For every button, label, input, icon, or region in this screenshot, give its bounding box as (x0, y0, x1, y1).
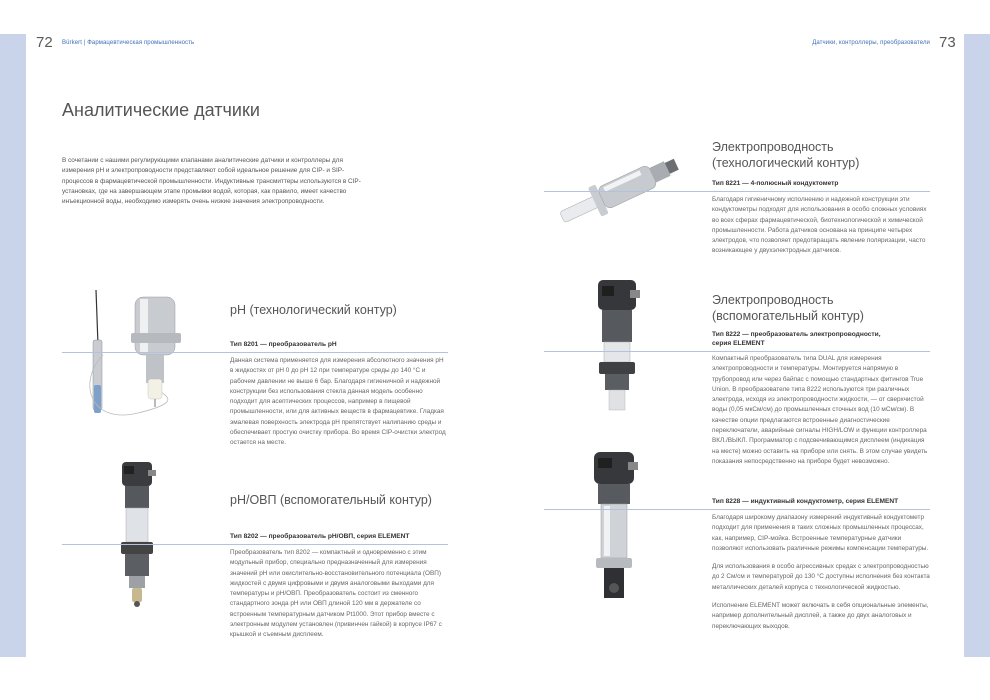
body-text-ph-orp: Преобразователь тип 8202 — компактный и одновременно с этим модульный прибор, специально предназначенный для измерения значений pH или окислительно-восстановительного потенциала (ОВП) жидкостей с двумя цифровыми и двумя аналоговыми выходами для температуры и pH/ОВП. Преобразователь состоит из сменного стандартного зонда pH или ОВП длиной 120 мм в держателе со встроенным температурным датчиком Pt1000. Этот прибор вместе с электронным модулем установлен (привинчен гайкой) в корпусе IP67 с крышкой и съемным дисплеем. (230, 549, 442, 639)
body-paragraph-1: Благодаря широкому диапазону измерений индуктивный кондуктометр подходит для применения в таких сложных промышленных процессах, как, например, CIP-мойка. Встроенные температурные датчики позволяют использовать различные режимы компенсации температуры. (712, 514, 929, 552)
title-line-1: Электропроводность (712, 140, 834, 154)
ph-8201-sensor-image (68, 285, 198, 425)
subtitle-line-2: серия ELEMENT (712, 340, 765, 347)
divider-rule (544, 509, 930, 510)
section-title-ph: pH (технологический контур) (230, 303, 397, 317)
title-line-1: Электропроводность (712, 293, 834, 307)
page-title: Аналитические датчики (62, 100, 260, 120)
ph-orp-8202-sensor-image (112, 460, 162, 610)
right-margin-band (964, 34, 990, 657)
divider-rule (62, 544, 448, 545)
conductivity-8221-sensor-image (556, 140, 686, 235)
section-title-ph-orp: pH/ОВП (вспомогательный контур) (230, 493, 432, 507)
title-line-2: (вспомогательный контур) (712, 309, 864, 323)
body-paragraph-3: Исполнение ELEMENT может включать в себя опциональные элементы, например дополнительный дисплей, а также до двух аналоговых и переключающих выходов. (712, 602, 929, 630)
section-title-conductivity-aux (712, 292, 864, 324)
section-title-conductivity-process (712, 139, 859, 171)
subtitle-type-8221: Тип 8221 — 4-полюсный кондуктометр (712, 180, 839, 187)
left-margin-band (0, 34, 26, 657)
left-running-title: Bürkert | Фармацевтическая промышленность (62, 40, 195, 46)
body-text-inductive (712, 513, 930, 640)
subtitle-line-1: Тип 8222 — преобразователь электропроводности, (712, 331, 881, 338)
subtitle-type-8222 (712, 330, 881, 348)
title-line-2: (технологический контур) (712, 156, 860, 170)
body-text-conductivity-process: Благодаря гигиеничному исполнению и надежной конструкции эти кондуктометры подходят для использования в особо сложных условиях во всех сферах фармацевтической, биотехнологической и химической промышленности. Работа датчиков основана на принципе четырех электродов, что позволяет предотвращать явление поляризации, часто возникающее у двухэлектродных датчиков. (712, 196, 927, 255)
subtitle-type-8201: Тип 8201 — преобразователь pH (230, 341, 337, 348)
intro-paragraph: В сочетании с нашими регулирующими клапанами аналитические датчики и контроллеры для измерения pH и электропроводности представляют собой идеальное решение для CIP- и SIP-процессов в фармацевтической промышленности. Индуктивные трансмиттеры используются в CIP-установках, где на завершающем этапе промывки водой, которая, как правило, имеет качество инъекционной воды, необходимо измерять очень низкие значения электропроводности. (62, 157, 361, 206)
subtitle-type-8202: Тип 8202 — преобразователь pH/ОВП, серия ELEMENT (230, 533, 410, 540)
divider-rule (544, 191, 930, 192)
body-text-conductivity-aux: Компактный преобразователь типа DUAL для измерения электропроводности и температуры. Монтируется напрямую в трубопровод или через байпас с помощью стандартных фитингов True Union. В преобразователе типа 8222 используются три различных электрода, исходя из электропроводности жидкости, — от сверхчистой воды (0,05 мкСм/см) до промышленных сточных вод (10 мСм/см). В качестве опции предлагаются встроенные диагностические переключатели, аварийные сигналы HIGH/LOW и функции контроллера ВКЛ./ВЫКЛ. Программатор с подсвечивающимся дисплеем (индикация на месте) можно оставить на приборе или снять. В этом случае увидеть показания непосредственно на приборе будет невозможно. (712, 355, 928, 465)
conductivity-8222-sensor-image (590, 276, 645, 416)
right-page-number: 73 (939, 34, 956, 51)
inductive-8228-sensor-image (584, 448, 644, 608)
right-running-title: Датчики, контроллеры, преобразователи (812, 40, 930, 46)
divider-rule (62, 352, 448, 353)
body-paragraph-2: Для использования в особо агрессивных средах с электропроводностью до 2 См/см и температурой до 130 °C доступны исполнения без контакта металлических деталей корпуса с технологической жидкостью. (712, 563, 930, 591)
divider-rule (544, 351, 930, 352)
body-text-ph: Данная система применяется для измерения абсолютного значения pH в жидкостях от pH 0 до pH 12 при температуре среды до 140 °C и рабочем давлении не выше 6 бар. Благодаря гигиеничной и надежной конструкции без использования стекла данная модель особенно подходит для асептических процессов, например в пищевой промышленности, или для активных веществ в фармацевтике. Гладкая эмалевая поверхность электрода pH препятствует налипанию среды и обеспечивает простую очистку прибора. Во время CIP-очистки электрод остается на месте. (230, 357, 446, 447)
left-page-number: 72 (36, 34, 53, 51)
subtitle-type-8228: Тип 8228 — индуктивный кондуктометр, серия ELEMENT (712, 498, 899, 505)
